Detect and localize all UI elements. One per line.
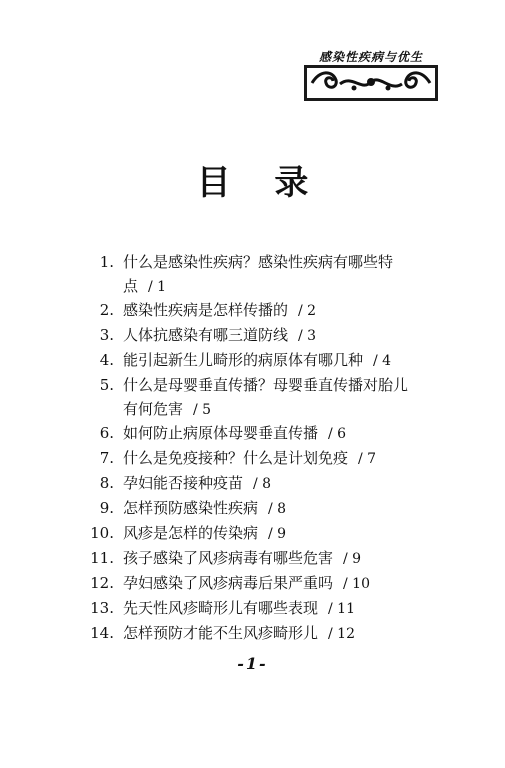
toc-item-page: / 2: [298, 303, 317, 319]
toc-item[interactable]: [0, 596, 505, 621]
toc-item-page: / 6: [328, 426, 347, 442]
toc-item-title: 人体抗感染有哪三道防线 / 3: [123, 326, 317, 344]
toc-item-page: / 9: [268, 526, 287, 542]
toc-item-number: 1.: [99, 253, 114, 271]
toc-item[interactable]: [0, 446, 505, 471]
toc-item-page: / 3: [298, 328, 317, 344]
toc-item-number: 10.: [90, 524, 114, 542]
toc-item[interactable]: [0, 496, 505, 521]
toc-item[interactable]: [0, 471, 505, 496]
toc-item-number: 2.: [99, 301, 114, 319]
toc-item-title: 能引起新生儿畸形的病原体有哪几种 / 4: [123, 351, 392, 369]
toc-item[interactable]: [0, 323, 505, 348]
toc-item-title: 怎样预防感染性疾病 / 8: [123, 499, 287, 517]
toc-item-number: 11.: [90, 549, 114, 567]
toc-item[interactable]: [0, 621, 505, 646]
toc-item-page: / 8: [253, 476, 272, 492]
page-number: -1-: [237, 654, 268, 673]
toc-item-page: / 11: [328, 601, 355, 617]
toc-item[interactable]: [0, 348, 505, 373]
toc-item-title: 怎样预防才能不生风疹畸形儿 / 12: [123, 624, 355, 642]
ornament-icon: [302, 62, 440, 104]
toc-item-number: 7.: [99, 449, 114, 467]
toc-item-page: / 5: [193, 402, 212, 418]
toc-item-number: 8.: [99, 474, 114, 492]
toc-item-page: / 7: [358, 451, 377, 467]
toc-item-number: 12.: [90, 574, 114, 592]
toc-item-number: 9.: [99, 499, 114, 517]
toc-item-page: / 4: [373, 353, 392, 369]
toc-item-number: 4.: [99, 351, 114, 369]
toc-item-title: 孕妇感染了风疹病毒后果严重吗 / 10: [123, 574, 370, 592]
toc-item-number: 13.: [90, 599, 114, 617]
toc-item-title: 风疹是怎样的传染病 / 9: [123, 524, 287, 542]
toc-item-title: 孩子感染了风疹病毒有哪些危害 / 9: [123, 549, 362, 567]
toc-item-title: 如何防止病原体母婴垂直传播 / 6: [123, 424, 347, 442]
toc-item-number: 14.: [90, 624, 114, 642]
page-title: 目 录: [196, 163, 325, 203]
toc-item[interactable]: [0, 298, 505, 323]
toc-item[interactable]: [0, 571, 505, 596]
toc-item-number: 5.: [99, 376, 114, 394]
toc-item[interactable]: [0, 546, 505, 571]
toc-item[interactable]: [0, 421, 505, 446]
toc-item-page: / 1: [148, 279, 167, 295]
toc-item-page: / 8: [268, 501, 287, 517]
toc-item-title: 孕妇能否接种疫苗 / 8: [123, 474, 272, 492]
toc-item-title: 什么是感染性疾病？感染性疾病有哪些特点 / 1: [123, 253, 394, 295]
toc-item-page: / 12: [328, 626, 355, 642]
toc-item-number: 6.: [99, 424, 114, 442]
toc-item-number: 3.: [99, 326, 114, 344]
toc-item[interactable]: [0, 521, 505, 546]
toc-item[interactable]: [0, 373, 505, 421]
toc-item-page: / 9: [343, 551, 362, 567]
toc-item-title: 先天性风疹畸形儿有哪些表现 / 11: [123, 599, 355, 617]
toc-item[interactable]: [0, 250, 505, 298]
toc-item-page: / 10: [343, 576, 370, 592]
running-header: [302, 48, 440, 106]
toc-item-title: 感染性疾病是怎样传播的 / 2: [123, 301, 317, 319]
running-header-title: 感染性疾病与优生: [318, 50, 423, 64]
toc-item-title: 什么是免疫接种？什么是计划免疫 / 7: [123, 449, 377, 467]
toc-item-title: 什么是母婴垂直传播？母婴垂直传播对胎儿有何危害 / 5: [123, 376, 409, 418]
